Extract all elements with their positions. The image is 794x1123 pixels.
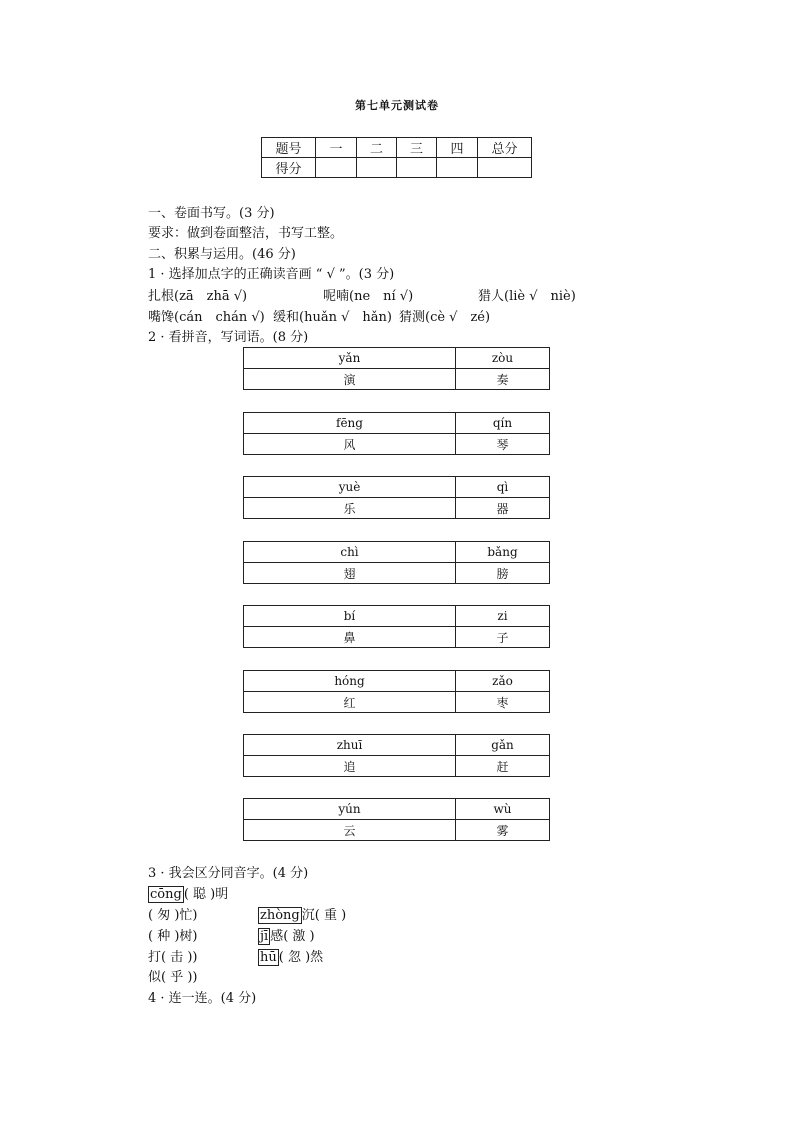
pinyin-table (243, 476, 550, 519)
q4-heading: 4 · 连一连。(4 分) (148, 991, 257, 1006)
hanzi-row (244, 369, 550, 390)
section1-heading: 一、卷面书写。(3 分) (148, 206, 275, 221)
hanzi-cell: 奏 (456, 369, 550, 390)
pinyin-cell: zi (456, 606, 550, 627)
pinyin-cell: bí (244, 606, 456, 627)
score-cell-total: 总分 (478, 138, 532, 158)
q1-option: 缓和(huǎn √ hǎn) (273, 310, 392, 325)
pinyin-cell: hóng (244, 671, 456, 692)
hanzi-row (244, 434, 550, 455)
hanzi-cell: 翅 (244, 563, 456, 584)
hanzi-cell: 红 (244, 692, 456, 713)
score-input-1[interactable] (316, 158, 357, 178)
q1-option: 呢喃(ne ní √) (323, 289, 414, 304)
pinyin-cell: bǎng (456, 542, 550, 563)
pinyin-cell: zòu (456, 348, 550, 369)
score-table (261, 137, 532, 178)
hanzi-row (244, 756, 550, 777)
q2-heading: 2 · 看拼音，写词语。(8 分) (148, 330, 309, 345)
pinyin-table (243, 347, 550, 390)
pinyin-box: cōng (150, 887, 182, 902)
score-table-score-row (262, 158, 532, 178)
q3-item (258, 927, 315, 946)
score-cell-1: 一 (316, 138, 357, 158)
hanzi-row (244, 692, 550, 713)
hanzi-cell: 赶 (456, 756, 550, 777)
score-input-3[interactable] (397, 158, 437, 178)
q3-item (148, 885, 228, 904)
q3-item (258, 948, 323, 967)
pinyin-row (244, 671, 550, 692)
hanzi-row (244, 498, 550, 519)
pinyin-cell: qín (456, 413, 550, 434)
score-table-header-row (262, 138, 532, 158)
pinyin-row (244, 413, 550, 434)
q1-row2 (148, 308, 648, 328)
pinyin-cell: chì (244, 542, 456, 563)
pinyin-row (244, 542, 550, 563)
q3-heading: 3 · 我会区分同音字。(4 分) (148, 866, 309, 881)
q3-item (258, 906, 346, 925)
pinyin-table (243, 798, 550, 841)
pinyin-box: hū (260, 950, 277, 965)
q1-option: 猎人(liè √ niè) (478, 289, 576, 304)
section2-heading: 二、积累与运用。(46 分) (148, 247, 296, 262)
pinyin-row (244, 799, 550, 820)
score-cell-4: 四 (437, 138, 478, 158)
hanzi-row (244, 820, 550, 841)
hanzi-cell: 云 (244, 820, 456, 841)
pinyin-cell: yuè (244, 477, 456, 498)
pinyin-cell: qì (456, 477, 550, 498)
pinyin-cell: wù (456, 799, 550, 820)
hanzi-row (244, 563, 550, 584)
pinyin-cell: fēng (244, 413, 456, 434)
score-cell-3: 三 (397, 138, 437, 158)
pinyin-table (243, 734, 550, 777)
q1-row1 (148, 287, 648, 307)
pinyin-row (244, 348, 550, 369)
q1-option: 猜测(cè √ zé) (399, 310, 491, 325)
q3-answer: 感( 激 ) (270, 929, 315, 944)
hanzi-cell: 乐 (244, 498, 456, 519)
hanzi-cell: 膀 (456, 563, 550, 584)
score-row-label: 得分 (262, 158, 316, 178)
hanzi-cell: 演 (244, 369, 456, 390)
pinyin-row (244, 477, 550, 498)
pinyin-table (243, 412, 550, 455)
pinyin-cell: yǎn (244, 348, 456, 369)
hanzi-cell: 追 (244, 756, 456, 777)
hanzi-cell: 鼻 (244, 627, 456, 648)
score-input-total[interactable] (478, 158, 532, 178)
pinyin-cell: yún (244, 799, 456, 820)
pinyin-cell: zǎo (456, 671, 550, 692)
hanzi-cell: 子 (456, 627, 550, 648)
score-cell-2: 二 (357, 138, 397, 158)
pinyin-row (244, 606, 550, 627)
q1-heading: 1 · 选择加点字的正确读音画 “ √ ”。(3 分) (148, 267, 395, 282)
q3-answer: 沉( 重 ) (301, 908, 347, 923)
pinyin-row (244, 735, 550, 756)
q3-item: ( 匆 )忙) (148, 908, 198, 923)
pinyin-cell: zhuī (244, 735, 456, 756)
q1-option: 扎根(zā zhā √) (148, 289, 248, 304)
score-cell-label: 题号 (262, 138, 316, 158)
q3-answer: ( 忽 )然 (278, 950, 324, 965)
hanzi-cell: 器 (456, 498, 550, 519)
pinyin-cell: gǎn (456, 735, 550, 756)
pinyin-table (243, 541, 550, 584)
hanzi-cell: 雾 (456, 820, 550, 841)
q3-item: 似( 乎 )) (148, 970, 198, 985)
pinyin-table (243, 605, 550, 648)
q3-item: 打( 击 )) (148, 950, 198, 965)
hanzi-cell: 琴 (456, 434, 550, 455)
pinyin-table (243, 670, 550, 713)
q1-option: 嘴馋(cán chán √) (148, 310, 265, 325)
pinyin-box: jī (260, 929, 269, 944)
score-input-2[interactable] (357, 158, 397, 178)
score-input-4[interactable] (437, 158, 478, 178)
pinyin-box: zhòng (260, 908, 300, 923)
hanzi-cell: 枣 (456, 692, 550, 713)
q3-item: ( 种 )树) (148, 929, 198, 944)
hanzi-cell: 风 (244, 434, 456, 455)
q3-answer: ( 聪 )明 (183, 887, 229, 902)
page-title: 第七单元测试卷 (355, 99, 439, 112)
hanzi-row (244, 627, 550, 648)
section1-requirement: 要求：做到卷面整洁，书写工整。 (148, 226, 344, 241)
